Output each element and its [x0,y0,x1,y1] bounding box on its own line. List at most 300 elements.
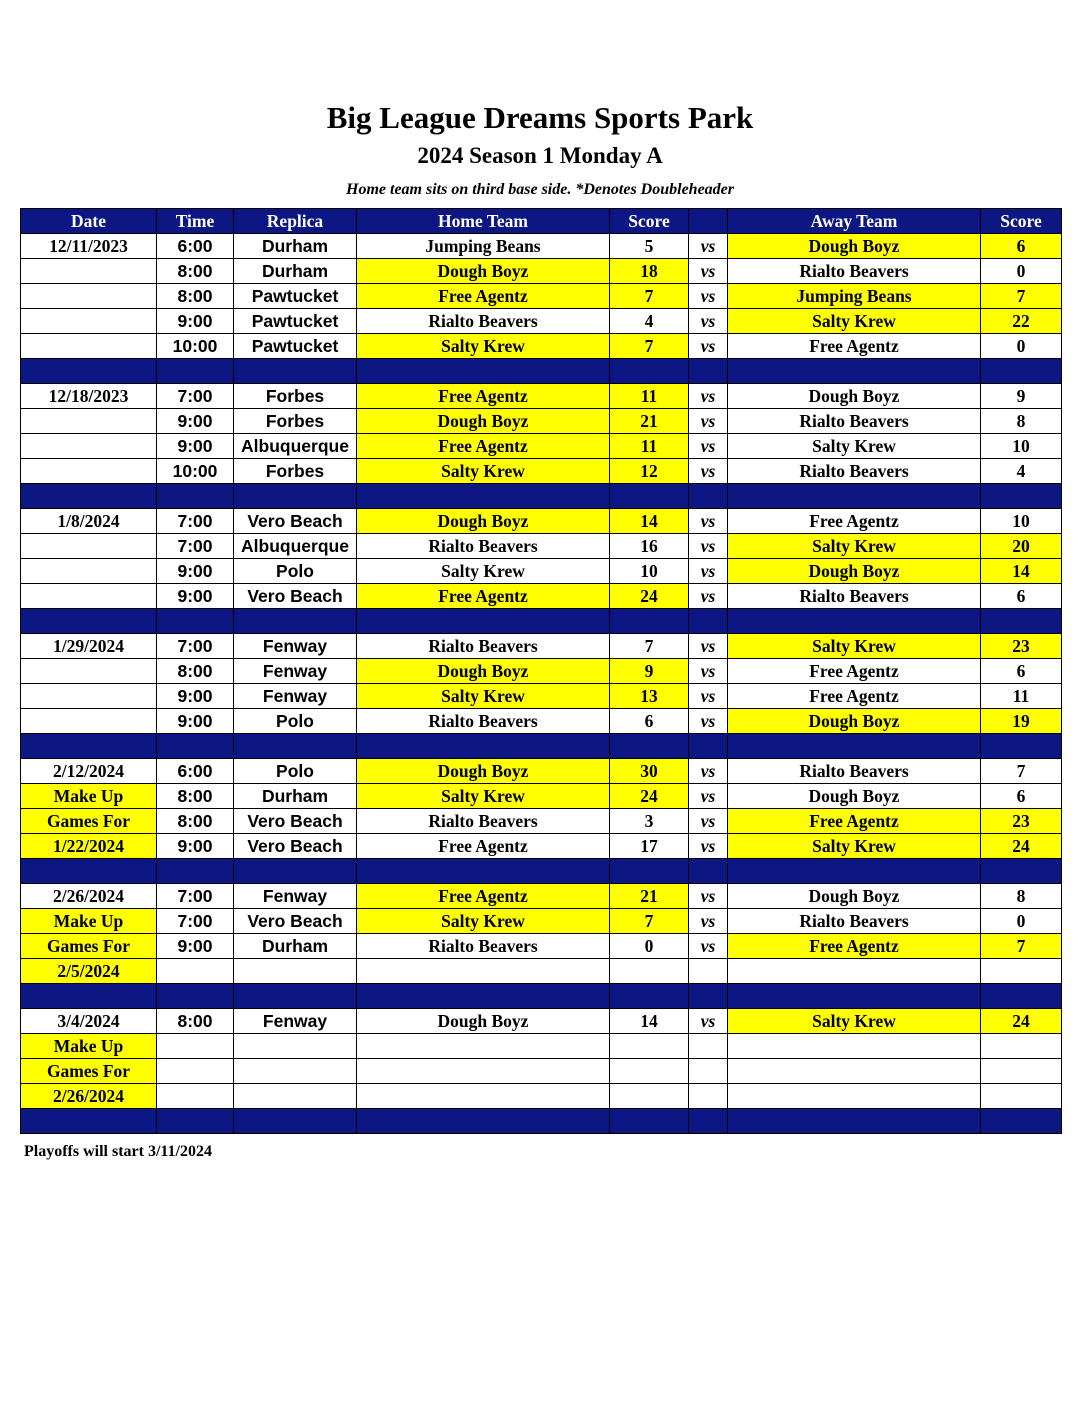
date-cell: Games For [21,809,157,834]
separator-cell [728,359,981,384]
separator-cell [157,734,234,759]
time-cell: 8:00 [157,1009,234,1034]
home-team-cell: Dough Boyz [357,259,610,284]
vs-cell: vs [689,709,728,734]
vs-cell: vs [689,309,728,334]
home-score-cell: 21 [610,884,689,909]
separator-cell [357,359,610,384]
schedule-table [20,208,1062,1134]
vs-cell: vs [689,259,728,284]
away-score-cell [981,1084,1062,1109]
time-cell: 8:00 [157,659,234,684]
date-cell [21,284,157,309]
date-cell: Make Up [21,784,157,809]
away-score-cell: 6 [981,234,1062,259]
date-cell [21,684,157,709]
replica-cell: Vero Beach [234,809,357,834]
separator-cell [981,984,1062,1009]
separator-cell [610,984,689,1009]
game-row [21,1084,1062,1109]
separator-cell [234,859,357,884]
vs-cell: vs [689,659,728,684]
home-team-cell: Rialto Beavers [357,634,610,659]
away-team-cell [728,1084,981,1109]
home-team-cell: Free Agentz [357,834,610,859]
time-cell: 9:00 [157,409,234,434]
separator-cell [357,484,610,509]
vs-cell: vs [689,834,728,859]
week-separator-row [21,734,1062,759]
away-score-cell: 10 [981,509,1062,534]
vs-cell: vs [689,459,728,484]
game-row [21,384,1062,409]
home-score-cell: 21 [610,409,689,434]
game-row [21,684,1062,709]
separator-cell [689,859,728,884]
home-team-cell: Dough Boyz [357,409,610,434]
home-score-cell: 0 [610,934,689,959]
home-team-cell [357,1059,610,1084]
game-row [21,934,1062,959]
home-score-cell: 7 [610,634,689,659]
away-score-cell: 24 [981,1009,1062,1034]
vs-cell: vs [689,534,728,559]
header-vs [689,209,728,234]
time-cell: 6:00 [157,759,234,784]
game-row [21,584,1062,609]
date-cell: 3/4/2024 [21,1009,157,1034]
separator-cell [234,484,357,509]
replica-cell: Fenway [234,684,357,709]
away-team-cell: Free Agentz [728,809,981,834]
away-score-cell: 8 [981,884,1062,909]
separator-cell [610,609,689,634]
time-cell: 7:00 [157,534,234,559]
away-team-cell: Rialto Beavers [728,584,981,609]
away-score-cell: 9 [981,384,1062,409]
away-team-cell: Dough Boyz [728,884,981,909]
header-time: Time [157,209,234,234]
home-score-cell [610,1034,689,1059]
away-team-cell: Dough Boyz [728,234,981,259]
separator-cell [981,609,1062,634]
away-team-cell: Rialto Beavers [728,459,981,484]
game-row [21,759,1062,784]
home-team-cell: Jumping Beans [357,234,610,259]
separator-cell [234,984,357,1009]
separator-cell [21,359,157,384]
vs-cell [689,1084,728,1109]
home-team-cell [357,1084,610,1109]
separator-cell [357,859,610,884]
date-cell: 2/5/2024 [21,959,157,984]
separator-cell [234,359,357,384]
away-score-cell [981,959,1062,984]
away-score-cell: 6 [981,584,1062,609]
game-row [21,809,1062,834]
away-team-cell: Salty Krew [728,434,981,459]
time-cell: 9:00 [157,584,234,609]
time-cell: 8:00 [157,784,234,809]
vs-cell: vs [689,334,728,359]
game-row [21,259,1062,284]
replica-cell: Vero Beach [234,909,357,934]
away-score-cell: 24 [981,834,1062,859]
separator-cell [357,984,610,1009]
home-score-cell: 11 [610,384,689,409]
header-home-team: Home Team [357,209,610,234]
date-cell: 12/11/2023 [21,234,157,259]
time-cell: 7:00 [157,909,234,934]
away-score-cell: 22 [981,309,1062,334]
home-score-cell: 14 [610,509,689,534]
home-score-cell: 17 [610,834,689,859]
vs-cell: vs [689,509,728,534]
replica-cell: Vero Beach [234,584,357,609]
time-cell [157,1034,234,1059]
away-team-cell: Salty Krew [728,1009,981,1034]
vs-cell: vs [689,409,728,434]
game-row [21,909,1062,934]
date-cell [21,459,157,484]
away-team-cell: Salty Krew [728,309,981,334]
replica-cell: Fenway [234,884,357,909]
separator-cell [234,734,357,759]
home-team-cell: Dough Boyz [357,659,610,684]
schedule-body [21,234,1062,1134]
separator-cell [689,1109,728,1134]
separator-cell [357,609,610,634]
date-cell [21,259,157,284]
separator-cell [21,734,157,759]
vs-cell: vs [689,634,728,659]
home-team-cell: Free Agentz [357,284,610,309]
home-score-cell: 10 [610,559,689,584]
home-team-cell: Salty Krew [357,334,610,359]
time-cell: 8:00 [157,259,234,284]
separator-cell [728,1109,981,1134]
home-team-cell: Salty Krew [357,909,610,934]
time-cell: 10:00 [157,334,234,359]
home-score-cell: 12 [610,459,689,484]
away-team-cell: Salty Krew [728,534,981,559]
playoffs-note: Playoffs will start 3/11/2024 [24,1143,212,1160]
home-team-cell: Free Agentz [357,884,610,909]
game-row [21,409,1062,434]
away-team-cell [728,1034,981,1059]
date-cell [21,584,157,609]
separator-cell [357,1109,610,1134]
replica-cell: Durham [234,234,357,259]
header-row [21,209,1062,234]
away-team-cell: Free Agentz [728,659,981,684]
away-score-cell: 20 [981,534,1062,559]
game-row [21,1009,1062,1034]
home-team-note: Home team sits on third base side. *Denotes Doubleheader [346,181,734,198]
home-team-cell: Free Agentz [357,584,610,609]
vs-cell: vs [689,584,728,609]
home-score-cell: 16 [610,534,689,559]
time-cell [157,1084,234,1109]
vs-cell: vs [689,809,728,834]
away-team-cell: Jumping Beans [728,284,981,309]
home-score-cell: 13 [610,684,689,709]
separator-cell [728,984,981,1009]
home-team-cell: Salty Krew [357,559,610,584]
separator-cell [610,859,689,884]
replica-cell [234,959,357,984]
separator-cell [234,1109,357,1134]
week-separator-row [21,859,1062,884]
home-score-cell: 7 [610,909,689,934]
vs-cell [689,959,728,984]
away-score-cell: 23 [981,634,1062,659]
date-cell: 1/8/2024 [21,509,157,534]
home-score-cell: 14 [610,1009,689,1034]
away-team-cell: Dough Boyz [728,784,981,809]
home-team-cell: Dough Boyz [357,759,610,784]
replica-cell: Forbes [234,459,357,484]
game-row [21,834,1062,859]
home-team-cell: Salty Krew [357,684,610,709]
separator-cell [610,359,689,384]
home-score-cell: 7 [610,334,689,359]
away-team-cell: Rialto Beavers [728,409,981,434]
date-cell [21,659,157,684]
game-row [21,709,1062,734]
vs-cell: vs [689,234,728,259]
home-score-cell: 9 [610,659,689,684]
away-score-cell: 7 [981,284,1062,309]
date-cell: 12/18/2023 [21,384,157,409]
game-row [21,1059,1062,1084]
away-team-cell: Free Agentz [728,934,981,959]
time-cell [157,959,234,984]
replica-cell [234,1059,357,1084]
separator-cell [689,984,728,1009]
home-team-cell: Rialto Beavers [357,809,610,834]
date-cell: Games For [21,934,157,959]
home-team-cell: Dough Boyz [357,1009,610,1034]
date-cell [21,409,157,434]
away-score-cell: 7 [981,934,1062,959]
away-score-cell: 19 [981,709,1062,734]
game-row [21,334,1062,359]
separator-cell [157,609,234,634]
header-date: Date [21,209,157,234]
separator-cell [728,734,981,759]
game-row [21,884,1062,909]
home-score-cell: 6 [610,709,689,734]
away-team-cell: Free Agentz [728,509,981,534]
home-team-cell: Free Agentz [357,434,610,459]
home-score-cell: 24 [610,584,689,609]
separator-cell [981,359,1062,384]
game-row [21,659,1062,684]
time-cell: 9:00 [157,309,234,334]
time-cell: 6:00 [157,234,234,259]
separator-cell [157,1109,234,1134]
replica-cell: Vero Beach [234,509,357,534]
home-score-cell: 3 [610,809,689,834]
home-score-cell: 30 [610,759,689,784]
game-row [21,634,1062,659]
game-row [21,459,1062,484]
separator-cell [689,359,728,384]
header-home-score: Score [610,209,689,234]
away-team-cell: Rialto Beavers [728,909,981,934]
separator-cell [21,984,157,1009]
replica-cell [234,1034,357,1059]
game-row [21,1034,1062,1059]
vs-cell: vs [689,784,728,809]
replica-cell: Fenway [234,659,357,684]
date-cell [21,309,157,334]
away-score-cell [981,1034,1062,1059]
header-replica: Replica [234,209,357,234]
time-cell: 9:00 [157,834,234,859]
replica-cell: Polo [234,759,357,784]
time-cell: 9:00 [157,934,234,959]
vs-cell: vs [689,884,728,909]
away-score-cell: 6 [981,659,1062,684]
away-score-cell [981,1059,1062,1084]
separator-cell [234,609,357,634]
vs-cell [689,1059,728,1084]
vs-cell: vs [689,909,728,934]
vs-cell: vs [689,434,728,459]
separator-cell [610,734,689,759]
week-separator-row [21,1109,1062,1134]
home-score-cell: 4 [610,309,689,334]
replica-cell: Forbes [234,409,357,434]
replica-cell: Pawtucket [234,284,357,309]
away-team-cell: Dough Boyz [728,559,981,584]
away-score-cell: 8 [981,409,1062,434]
time-cell: 10:00 [157,459,234,484]
vs-cell: vs [689,384,728,409]
game-row [21,559,1062,584]
date-cell [21,534,157,559]
home-team-cell [357,959,610,984]
home-team-cell: Free Agentz [357,384,610,409]
separator-cell [689,609,728,634]
time-cell: 9:00 [157,709,234,734]
week-separator-row [21,484,1062,509]
away-score-cell: 14 [981,559,1062,584]
separator-cell [157,359,234,384]
replica-cell: Durham [234,784,357,809]
week-separator-row [21,984,1062,1009]
header-away-team: Away Team [728,209,981,234]
date-cell: 1/29/2024 [21,634,157,659]
home-score-cell: 5 [610,234,689,259]
replica-cell: Fenway [234,634,357,659]
game-row [21,284,1062,309]
time-cell: 7:00 [157,634,234,659]
header-away-score: Score [981,209,1062,234]
replica-cell [234,1084,357,1109]
away-score-cell: 11 [981,684,1062,709]
vs-cell: vs [689,934,728,959]
game-row [21,509,1062,534]
date-cell [21,434,157,459]
time-cell: 9:00 [157,434,234,459]
away-team-cell: Free Agentz [728,334,981,359]
week-separator-row [21,609,1062,634]
date-cell: Make Up [21,909,157,934]
away-score-cell: 0 [981,259,1062,284]
date-cell: 2/26/2024 [21,1084,157,1109]
away-team-cell: Free Agentz [728,684,981,709]
replica-cell: Fenway [234,1009,357,1034]
away-team-cell [728,959,981,984]
page-subtitle: 2024 Season 1 Monday A [417,143,663,168]
separator-cell [157,984,234,1009]
replica-cell: Forbes [234,384,357,409]
time-cell: 9:00 [157,684,234,709]
replica-cell: Durham [234,934,357,959]
home-team-cell: Rialto Beavers [357,309,610,334]
home-score-cell: 24 [610,784,689,809]
game-row [21,234,1062,259]
away-score-cell: 10 [981,434,1062,459]
time-cell: 7:00 [157,509,234,534]
separator-cell [21,1109,157,1134]
date-cell [21,334,157,359]
home-team-cell: Rialto Beavers [357,709,610,734]
date-cell [21,559,157,584]
separator-cell [981,734,1062,759]
vs-cell: vs [689,759,728,784]
home-score-cell [610,1084,689,1109]
away-team-cell: Dough Boyz [728,384,981,409]
separator-cell [728,859,981,884]
home-team-cell: Rialto Beavers [357,934,610,959]
separator-cell [981,484,1062,509]
separator-cell [728,609,981,634]
time-cell: 8:00 [157,284,234,309]
week-separator-row [21,359,1062,384]
away-score-cell: 6 [981,784,1062,809]
home-team-cell: Salty Krew [357,784,610,809]
away-team-cell: Rialto Beavers [728,759,981,784]
away-team-cell: Rialto Beavers [728,259,981,284]
time-cell: 7:00 [157,884,234,909]
away-score-cell: 0 [981,909,1062,934]
replica-cell: Polo [234,709,357,734]
away-score-cell: 0 [981,334,1062,359]
separator-cell [689,734,728,759]
time-cell: 7:00 [157,384,234,409]
away-score-cell: 23 [981,809,1062,834]
vs-cell: vs [689,559,728,584]
game-row [21,534,1062,559]
home-score-cell [610,1059,689,1084]
game-row [21,309,1062,334]
home-team-cell: Dough Boyz [357,509,610,534]
time-cell: 8:00 [157,809,234,834]
home-team-cell: Rialto Beavers [357,534,610,559]
separator-cell [981,1109,1062,1134]
vs-cell: vs [689,284,728,309]
home-team-cell: Salty Krew [357,459,610,484]
vs-cell: vs [689,1009,728,1034]
separator-cell [610,484,689,509]
separator-cell [610,1109,689,1134]
away-team-cell: Salty Krew [728,634,981,659]
away-team-cell: Salty Krew [728,834,981,859]
